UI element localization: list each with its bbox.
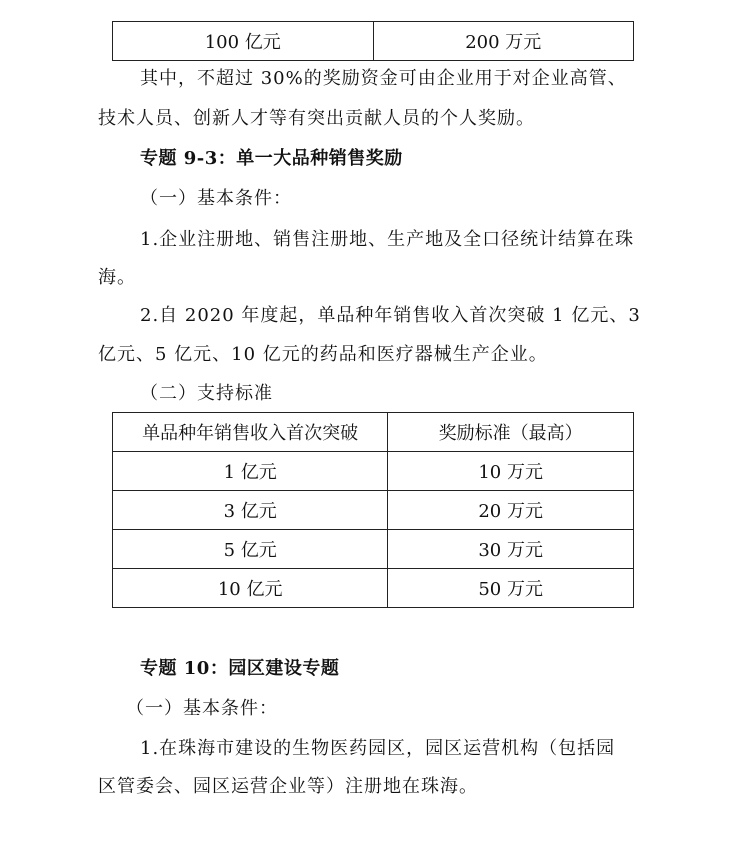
section-subheading: （一）基本条件： (126, 698, 278, 719)
table-cell: 200 万元 (373, 22, 634, 61)
condition-line: 海。 (98, 267, 136, 288)
park-condition-line: 区管委会、园区运营企业等）注册地在珠海。 (98, 776, 478, 797)
topic-heading: 专题 10：园区建设专题 (140, 658, 340, 679)
table-row (113, 452, 634, 491)
reward-table (112, 412, 634, 608)
table-cell: 3 亿元 (113, 491, 388, 530)
condition-line: 2.自 2020 年度起，单品种年销售收入首次突破 1 亿元、3 (140, 305, 641, 326)
table-cell: 10 亿元 (113, 569, 388, 608)
table-cell: 30 万元 (388, 530, 634, 569)
table-cell: 1 亿元 (113, 452, 388, 491)
condition-line: 亿元、5 亿元、10 亿元的药品和医疗器械生产企业。 (98, 344, 548, 365)
section-subheading: （二）支持标准 (140, 383, 273, 404)
table-cell: 10 万元 (388, 452, 634, 491)
table-cell: 5 亿元 (113, 530, 388, 569)
table-cell: 50 万元 (388, 569, 634, 608)
table-cell: 20 万元 (388, 491, 634, 530)
table-header-cell: 奖励标准（最高） (388, 413, 634, 452)
table-cell: 100 亿元 (113, 22, 374, 61)
park-condition-line: 1.在珠海市建设的生物医药园区，园区运营机构（包括园 (140, 738, 616, 759)
note-paragraph-line: 其中，不超过 30%的奖励资金可由企业用于对企业高管、 (140, 68, 627, 89)
table-row (113, 491, 634, 530)
topic-heading: 专题 9-3：单一大品种销售奖励 (140, 148, 403, 169)
table-row (113, 22, 634, 61)
table-header-row (113, 413, 634, 452)
table-row (113, 530, 634, 569)
section-subheading: （一）基本条件： (140, 188, 292, 209)
table-header-cell: 单品种年销售收入首次突破 (113, 413, 388, 452)
top-table (112, 21, 634, 61)
note-paragraph-line: 技术人员、创新人才等有突出贡献人员的个人奖励。 (98, 108, 535, 129)
condition-line: 1.企业注册地、销售注册地、生产地及全口径统计结算在珠 (140, 229, 635, 250)
table-row (113, 569, 634, 608)
